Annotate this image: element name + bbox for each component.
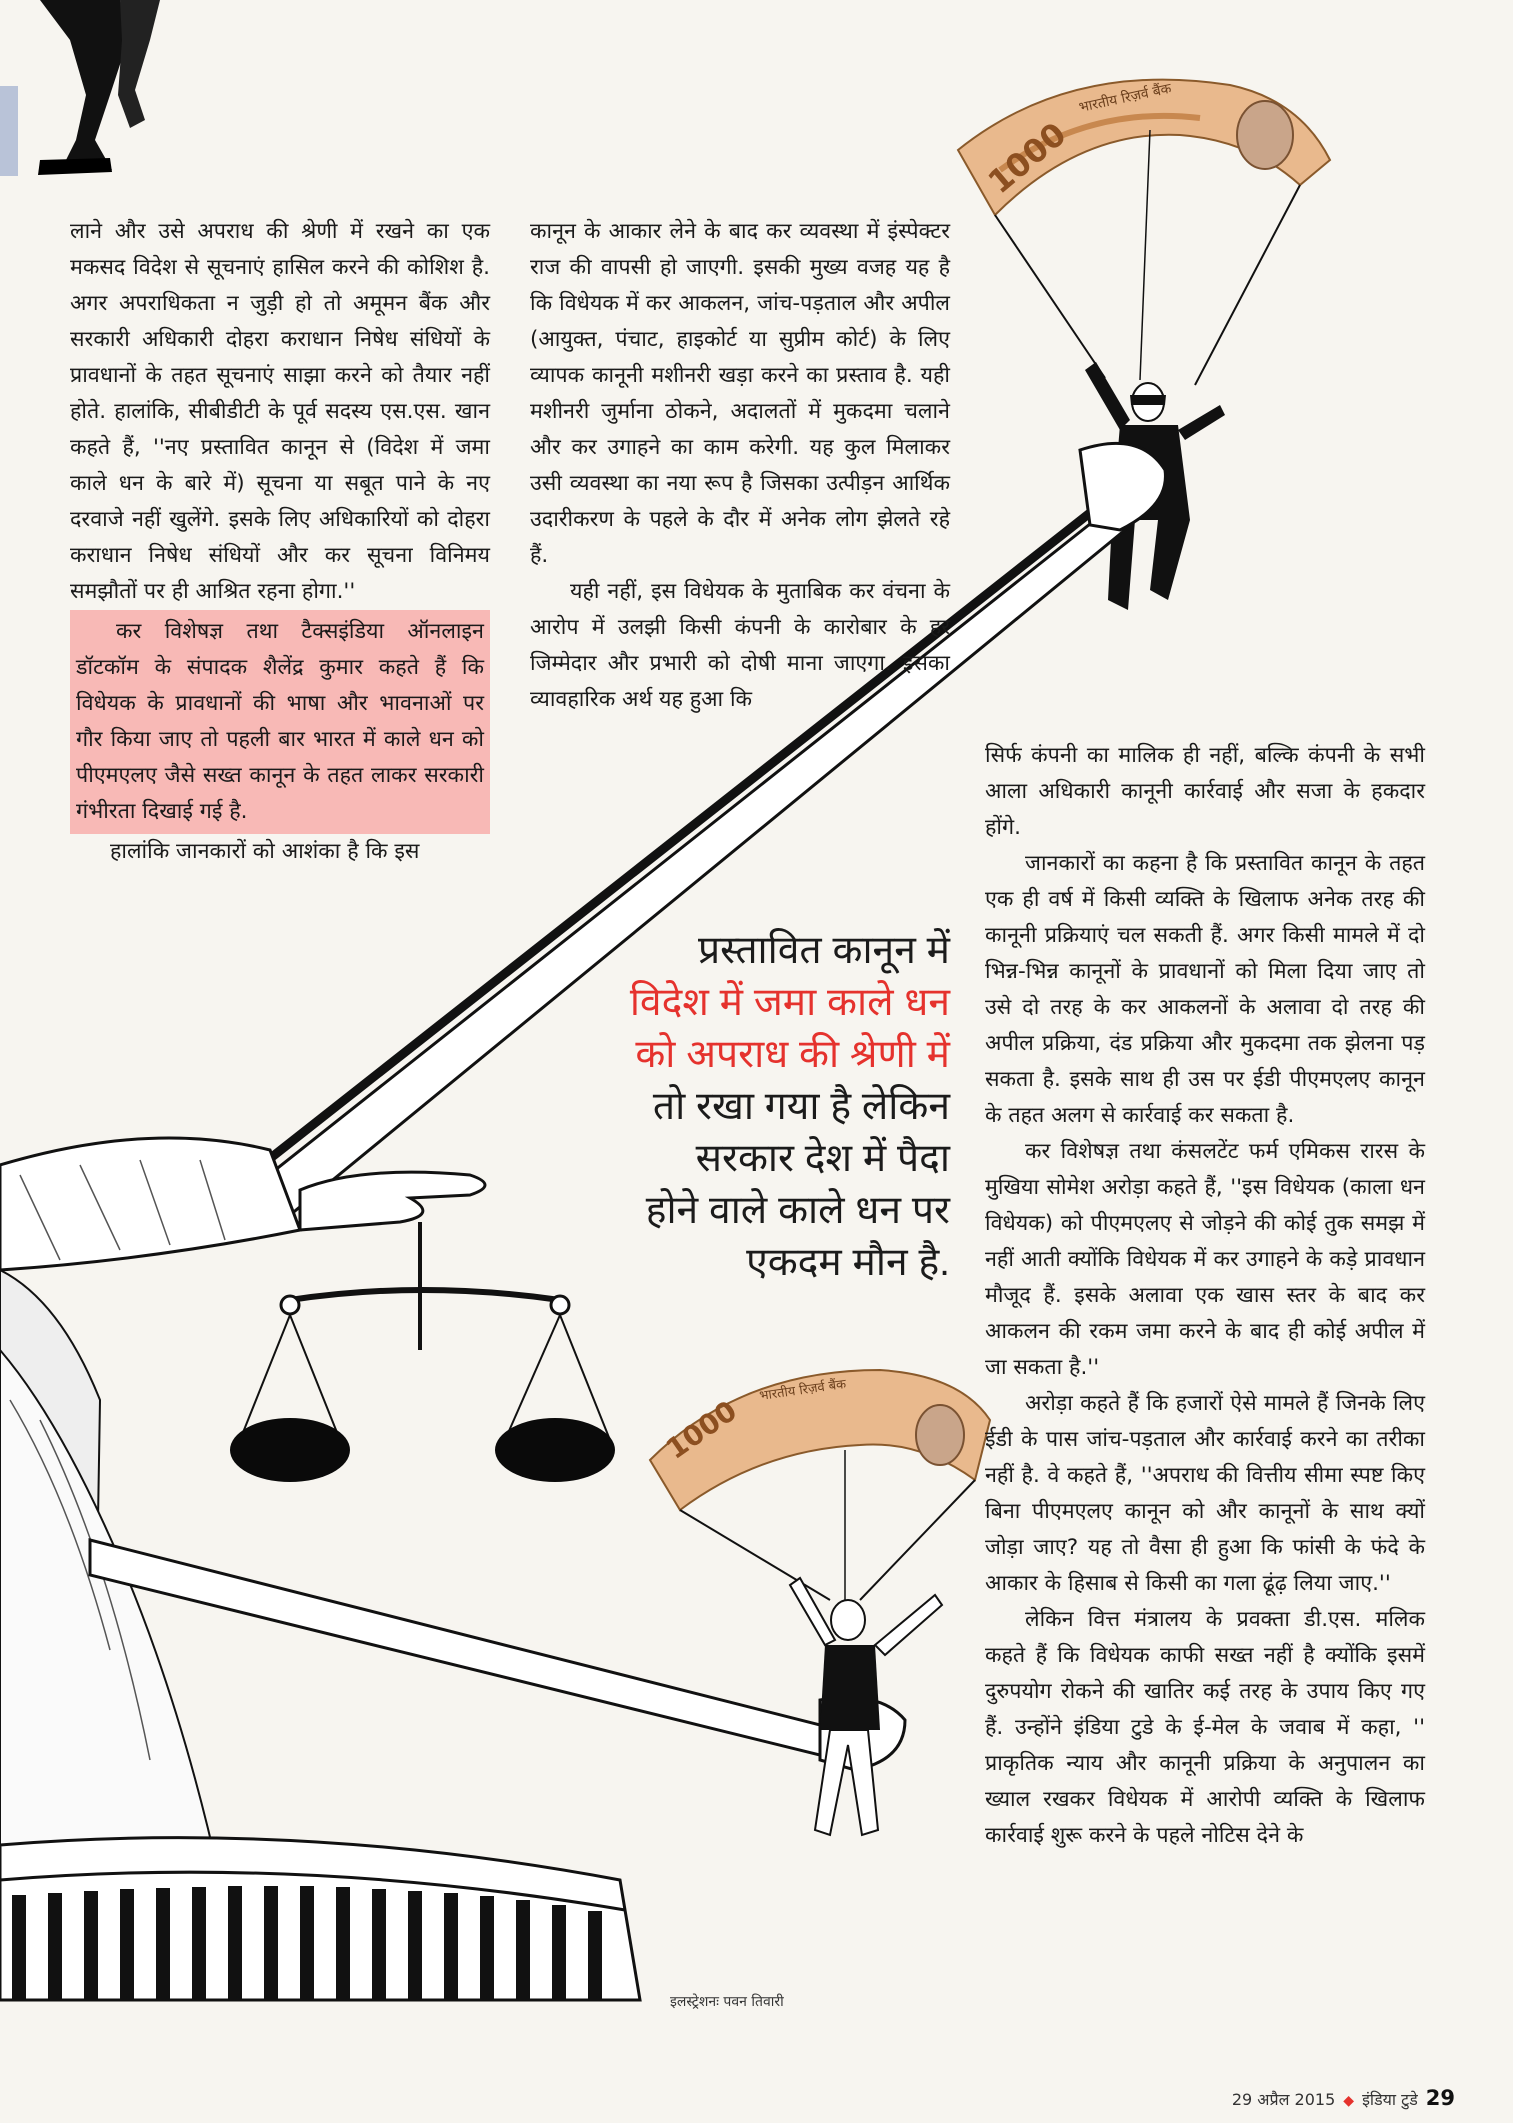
page-footer [1232,2086,1455,2110]
magazine-name: इंडिया टुडे [1362,2090,1418,2109]
highlighted-paragraph: कर विशेषज्ञ तथा टैक्सइंडिया ऑनलाइन डॉटकॉम के संपादक शैलेंद्र कुमार कहते हैं कि विधेयक के प्रावधानों की भाषा और भावनाओं पर गौर किया जाए तो पहली बार भारत में काले धन को पीएमएलए जैसे सख्त कानून के तहत लाकर सरकारी गंभीरता दिखाई गई है. [70,610,490,834]
paragraph: लेकिन वित्त मंत्रालय के प्रवक्ता डी.एस. मलिक कहते हैं कि विधेयक काफी सख्त नहीं है क्योंकि इसमें दुरुपयोग रोकने की खातिर कई तरह के उपाय किए गए हैं. उन्होंने इंडिया टुडे के ई-मेल के जवाब में कहा, '' प्राकृतिक न्याय और कानूनी प्रक्रिया के अनुपालन का ख्याल रखकर विधेयक में आरोपी व्यक्ति के खिलाफ कार्रवाई शुरू करने के पहले नोटिस देने के [985,1607,1425,1848]
banknote-label-bottom: भारतीय रिज़र्व बैंक [758,1376,848,1404]
pull-quote-line: सरकार देश में पैदा [695,1137,950,1180]
pull-quote-line: प्रस्तावित कानून में [697,929,950,972]
banknote-label-top: भारतीय रिज़र्व बैंक [1077,80,1173,116]
pull-quote-line: होने वाले काले धन पर [645,1189,950,1232]
banknote-parachute-bottom [650,1370,990,1600]
article-column-3 [985,738,1425,1854]
pull-quote-line: तो रखा गया है लेकिन [652,1085,950,1128]
paragraph: सिर्फ कंपनी का मालिक ही नहीं, बल्कि कंपनी के सभी आला अधिकारी कानूनी कार्रवाई और सजा के हकदार होंगे. [985,743,1425,840]
issue-date: 29 अप्रैल 2015 [1231,2090,1336,2109]
pull-quote-red-line: विदेश में जमा काले धन [629,981,950,1024]
giant-arm-bottom [90,1540,905,1770]
running-figure-top-left [38,0,160,175]
page-number: 29 [1425,2086,1455,2110]
article-column-2 [530,214,950,718]
article-column-1 [70,214,490,870]
illustration-credit: इलस्ट्रेशनः पवन तिवारी [670,1994,784,2010]
paragraph: कानून के आकार लेने के बाद कर व्यवस्था में इंस्पेक्टर राज की वापसी हो जाएगी. इसकी मुख्य वजह यह है कि विधेयक में कर आकलन, जांच-पड़ताल और अपील (आयुक्त, पंचाट, हाइकोर्ट या सुप्रीम कोर्ट) के लिए व्यापक कानूनी मशीनरी खड़ा करने का प्रस्ताव है. यही मशीनरी जुर्माना ठोकने, अदालतों में मुकदमा चलाने और कर उगाहने का काम करेगी. यह कुल मिलाकर उसी व्यवस्था का नया रूप है जिसका उत्पीड़न आर्थिक उदारीकरण के पहले के दौर में अनेक लोग झेलते रहे हैं. [530,219,950,568]
paragraph: जानकारों का कहना है कि प्रस्तावित कानून के तहत एक ही वर्ष में किसी व्यक्ति के खिलाफ अनेक तरह की कानूनी प्रक्रियाएं चल सकती हैं. अगर किसी मामले में दो भिन्न-भिन्न कानूनों के प्रावधानों को मिला दिया जाए तो उसे दो तरह के कर आकलनों के अलावा दो तरह की अपील प्रक्रिया, दंड प्रक्रिया और मुकदमा तक झेलना पड़ सकता है. इसके साथ ही उस पर ईडी पीएमएलए कानून के तहत अलग से कार्रवाई कर सकता है. [985,851,1425,1128]
pull-quote [555,925,950,1289]
pull-quote-red-line: को अपराध की श्रेणी में [635,1033,950,1076]
paragraph: यही नहीं, इस विधेयक के मुताबिक कर वंचना के आरोप में उलझी किसी कंपनी के कारोबार के हर जिम्मेदार और प्रभारी को दोषी माना जाएगा. इसका व्यावहारिक अर्थ यह हुआ कि [530,579,950,712]
banknote-value-bottom: 1000 [660,1393,743,1466]
paragraph: अरोड़ा कहते हैं कि हजारों ऐसे मामले हैं जिनके लिए ईडी के पास जांच-पड़ताल और कार्रवाई करने का तरीका नहीं है. वे कहते हैं, ''अपराध की वित्तीय सीमा स्पष्ट किए बिना पीएमएलए कानून को और कानूनों के साथ क्यों जोड़ा जाए? यह तो वैसा ही हुआ कि फांसी के फंदे के आकार के हिसाब से किसी का गला ढूंढ़ लिया जाए.'' [985,1391,1425,1596]
paragraph: हालांकि जानकारों को आशंका है कि इस [110,839,420,864]
banknote-value-top: 1000 [980,114,1074,202]
paragraph: कर विशेषज्ञ तथा कंसलटेंट फर्म एमिकस रारस के मुखिया सोमेश अरोड़ा कहते हैं, ''इस विधेयक (काला धन विधेयक) को पीएमएलए से जोड़ने की कोई तुक समझ में नहीं आती क्योंकि विधेयक में कर उगाहने के कड़े प्रावधान मौजूद हैं. इसके अलावा एक खास स्तर के बाद कर आकलन की रकम जमा करने के बाद ही कोई अपील में जा सकता है.'' [985,1139,1425,1380]
justice-drape [0,1350,220,1900]
pull-quote-line: एकदम मौन है. [746,1241,950,1284]
banknote-parachute-top [958,80,1330,385]
parliament-building [0,1838,640,2000]
diamond-separator-icon: ◆ [1343,2093,1355,2109]
paragraph: लाने और उसे अपराध की श्रेणी में रखने का एक मकसद विदेश से सूचनाएं हासिल करने की कोशिश है. अगर अपराधिकता न जुड़ी हो तो अमूमन बैंक और सरकारी अधिकारी दोहरा कराधान निषेध संधियों के प्रावधानों के तहत सूचनाएं साझा करने को तैयार नहीं होते. हालांकि, सीबीडीटी के पूर्व सदस्य एस.एस. खान कहते हैं, ''नए प्रस्तावित कानून से (विदेश में जमा काले धन के बारे में) सूचना या सबूत पाने के नए दरवाजे नहीं खुलेंगे. इसके लिए अधिकारियों को दोहरा कराधान निषेध संधियों और कर सूचना विनिमय समझौतों पर ही आश्रित रहना होगा.'' [70,219,490,604]
politician-figure-bottom [790,1578,942,1835]
